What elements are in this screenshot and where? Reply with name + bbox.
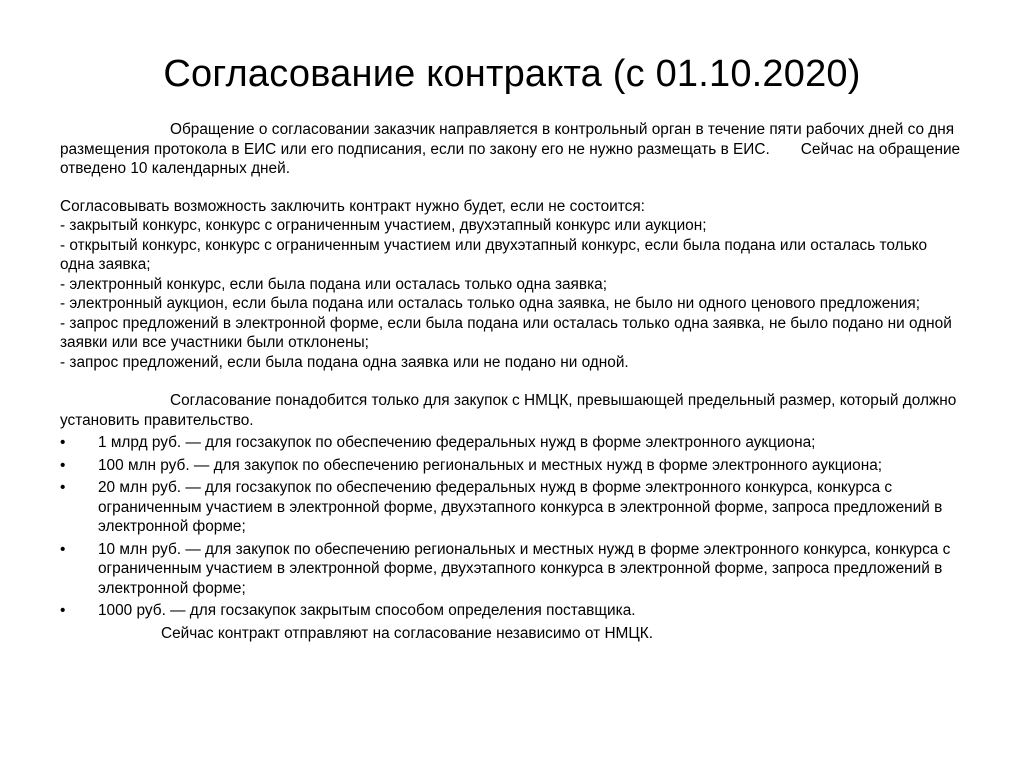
condition-item: - открытый конкурс, конкурс с ограниченным участием или двухэтапный конкурс, если была подана или осталась только одна заявка;	[60, 236, 928, 273]
bullet-icon: •	[60, 479, 66, 496]
threshold-item	[60, 540, 965, 599]
bullet-icon: •	[60, 602, 66, 619]
threshold-list	[60, 433, 965, 621]
threshold-item	[60, 601, 965, 621]
closing-note: Сейчас контракт отправляют на согласование независимо от НМЦК.	[161, 624, 654, 642]
threshold-text: 20 млн руб. — для госзакупок по обеспечению федеральных нужд в форме электронного конкурса, конкурса с ограниченным участием в электронной форме, двухэтапного конкурса в электронной форме, запроса предложений в электронной форме;	[98, 479, 943, 535]
bullet-icon: •	[60, 540, 66, 558]
condition-item: - запрос предложений, если была подана одна заявка или не подано ни одной.	[60, 353, 629, 371]
slide-body	[60, 120, 965, 643]
paragraph-gap	[60, 372, 965, 391]
bullet-icon: •	[60, 434, 66, 451]
conditions-lead: Согласовывать возможность заключить контракт нужно будет, если не состоится:	[60, 197, 645, 215]
bullet-icon: •	[60, 456, 66, 474]
intro-text: Обращение о согласовании заказчик направляется в контрольный орган в течение пяти рабочих дней со дня размещения протокола в ЕИС или его подписания, если по закону его не нужно размещать в ЕИС.	[60, 121, 955, 158]
threshold-item	[60, 478, 965, 537]
threshold-text: 1 млрд руб. — для госзакупок по обеспечению федеральных нужд в форме электронного аукциона;	[98, 434, 816, 451]
condition-item: - запрос предложений в электронной форме, если была подана или осталась только одна заявка, не было подано ни одной заявки или все участники были отклонены;	[60, 314, 952, 351]
intro-paragraph	[60, 120, 965, 179]
intro-note: Сейчас на обращение отведено 10 календарных дней.	[60, 140, 961, 177]
threshold-text: 100 млн руб. — для закупок по обеспечению региональных и местных нужд в форме электронного аукциона;	[98, 456, 883, 474]
threshold-item	[60, 433, 965, 453]
threshold-text: 10 млн руб. — для закупок по обеспечению региональных и местных нужд в форме электронного конкурса, конкурса с ограниченным участием в электронной форме, двухэтапного конкурса в электронной форме, запроса предложений в электронной форме;	[98, 540, 951, 597]
condition-item: - электронный конкурс, если была подана или осталась только одна заявка;	[60, 275, 607, 293]
threshold-item	[60, 456, 965, 476]
threshold-text: 1000 руб. — для госзакупок закрытым способом определения поставщика.	[98, 602, 636, 619]
condition-item: - закрытый конкурс, конкурс с ограниченным участием, двухэтапный конкурс или аукцион;	[60, 217, 707, 234]
condition-item: - электронный аукцион, если была подана или осталась только одна заявка, не было ни одного ценового предложения;	[60, 295, 920, 312]
slide-title: Согласование контракта (с 01.10.2020)	[163, 53, 861, 95]
paragraph-gap	[60, 179, 965, 197]
thresholds-lead: Согласование понадобится только для закупок с НМЦК, превышающей предельный размер, который должно установить правительство.	[60, 392, 957, 429]
